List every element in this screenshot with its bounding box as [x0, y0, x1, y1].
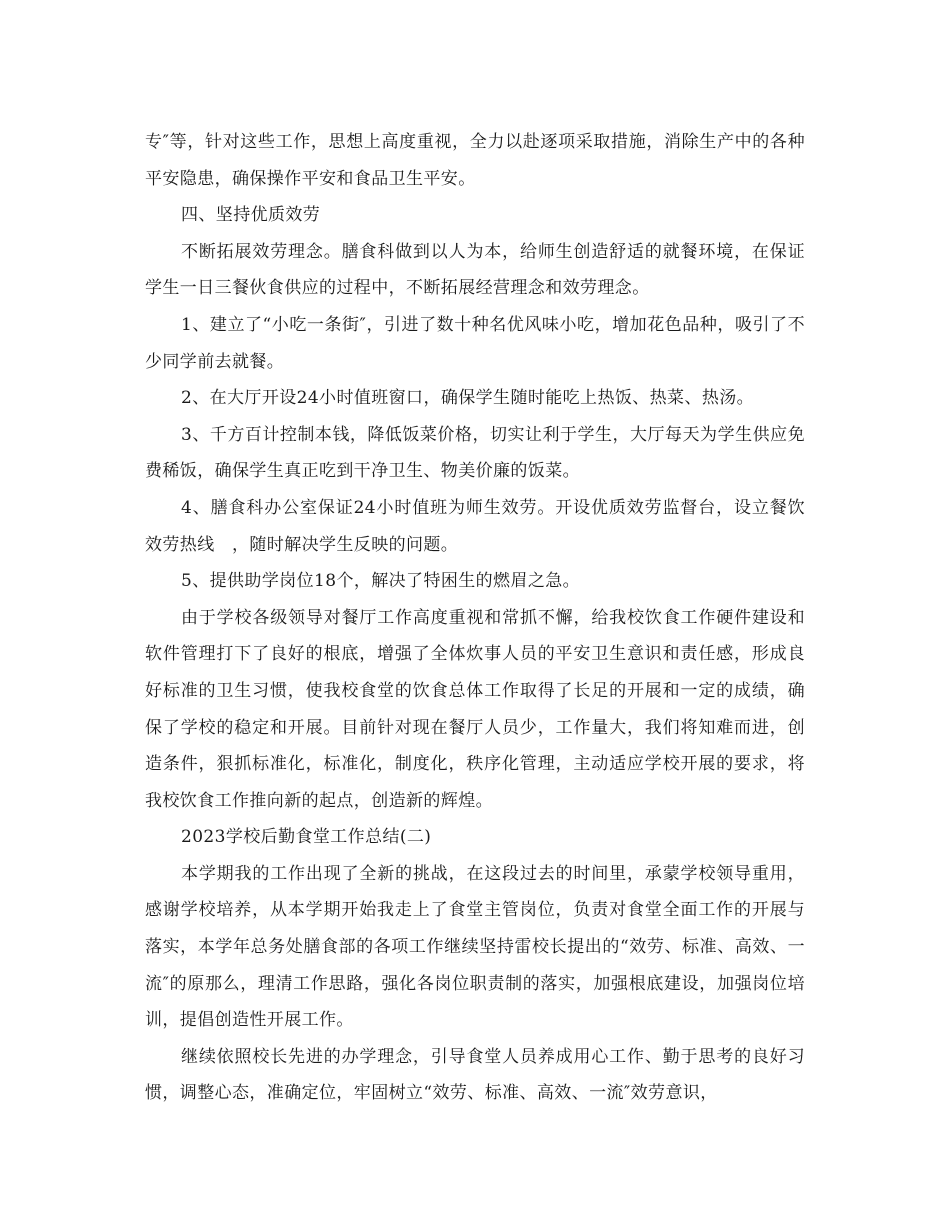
paragraph-continuation: 专″等，针对这些工作，思想上高度重视，全力以赴逐项采取措施，消除生产中的各种平安隐患，确保操作平安和食品卫生平安。 [145, 132, 805, 189]
list-item-3: 3、千方百计控制本钱，降低饭菜价格，切实让利于学生，大厅每天为学生供应免费稀饭，确保学生真正吃到干净卫生、物美价廉的饭菜。 [145, 424, 805, 482]
document-body [145, 124, 805, 1112]
list-item-5: 5、提供助学岗位18个，解决了特困生的燃眉之急。 [181, 571, 581, 592]
paragraph-service-concept: 不断拓展效劳理念。膳食科做到以人为本，给师生创造舒适的就餐环境，在保证学生一日三餐伙食供应的过程中，不断拓展经营理念和效劳理念。 [145, 241, 805, 299]
paragraph-summary: 由于学校各级领导对餐厅工作高度重视和常抓不懈，给我校饮食工作硬件建设和软件管理打下了良好的根底，增强了全体炊事人员的平安卫生意识和责任感，形成良好标准的卫生习惯，使我校食堂的饮食总体工作取得了长足的开展和一定的成绩，确保了学校的稳定和开展。目前针对现在餐厅人员少，工作量大，我们将知难而进，创造条件，狠抓标准化，标准化，制度化，秩序化管理，主动适应学校开展的要求，将我校饮食工作推向新的起点，创造新的辉煌。 [145, 607, 805, 811]
list-item-2: 2、在大厅开设24小时值班窗口，确保学生随时能吃上热饭、热菜、热汤。 [181, 388, 755, 409]
section-heading-4: 四、坚持优质效劳 [181, 205, 321, 226]
paragraph-new-challenge: 本学期我的工作出现了全新的挑战，在这段过去的时间里，承蒙学校领导重用，感谢学校培养，从本学期开始我走上了食堂主管岗位，负责对食堂全面工作的开展与落实，本学年总务处膳食部的各项工作继续坚持雷校长提出的“效劳、标准、高效、一流″的原那么，理清工作思路，强化各岗位职责制的落实，加强根底建设，加强岗位培训，提倡创造性开展工作。 [145, 863, 805, 1031]
list-item-1: 1、建立了“小吃一条街″，引进了数十种名优风味小吃，增加花色品种，吸引了不少同学前去就餐。 [145, 314, 805, 372]
list-item-4: 4、膳食科办公室保证24小时值班为师生效劳。开设优质效劳监督台，设立餐饮效劳热线 ，随时解决学生反映的问题。 [145, 497, 805, 555]
paragraph-philosophy: 继续依照校长先进的办学理念，引导食堂人员养成用心工作、勤于思考的良好习惯，调整心态，准确定位，牢固树立“效劳、标准、高效、一流″效劳意识， [145, 1046, 805, 1104]
section-title-part-2: 2023学校后勤食堂工作总结(二) [181, 827, 432, 848]
